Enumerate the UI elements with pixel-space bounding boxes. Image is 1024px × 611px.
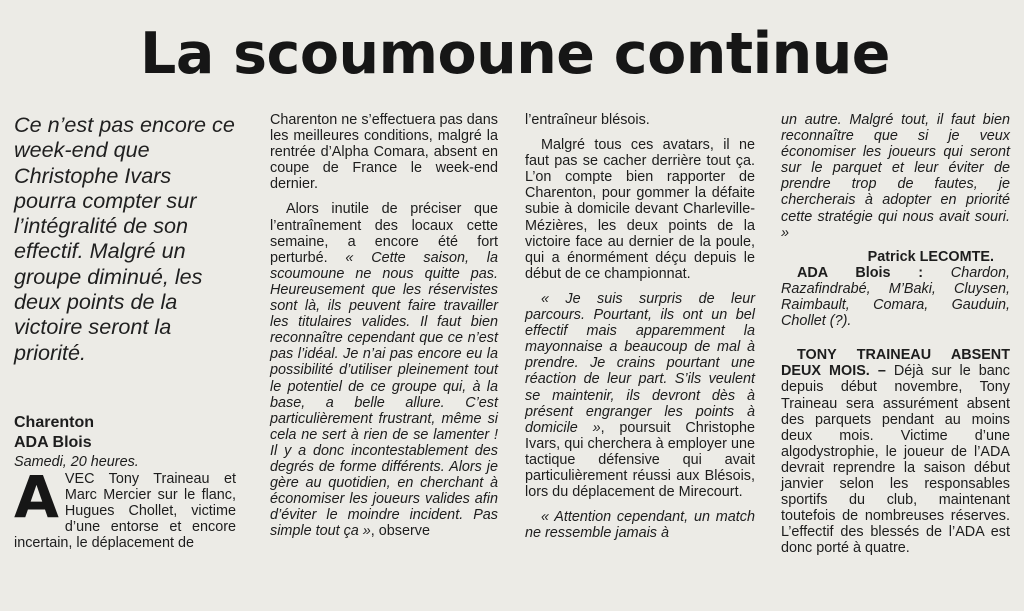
lineup-label: ADA Blois :: [797, 264, 951, 281]
col2-paragraph-1: Charenton ne s’effectuera pas dans les meilleures conditions, malgré la rentrée d’Alpha Comara, absent en coupe de France le week-end dernier.: [270, 112, 498, 193]
match-time: Samedi, 20 heures.: [14, 453, 139, 470]
col3-paragraph-1: Malgré tous ces avatars, il ne faut pas se cacher derrière tout ça. L’on compte bien rapporter de Charenton, pour gommer la défaite subie à domicile devant Charleville-Mézières, les deux points de la victoire face au dernier de la poule, qui a énormément déçu depuis le début de ce championnat.: [525, 137, 755, 282]
col3-p2-end: , poursuit Christophe Ivars, qui cherchera à employer une tactique défensive qui avait particulièrement réussi aux Blésois, lors du déplacement de Mirecourt.: [525, 419, 755, 501]
injury-text: Déjà sur le banc depuis début novembre, Tony Traineau sera assurément absent des parquets pendant au moins deux mois. Victime d’une algodystrophie, le joueur de l’ADA devrait reprendre la saison début janvier selon les responsables sportifs du club, maintenant toutefois de nombreuses réserves. L’effectif des blessés de l’ADA est donc porté à quatre.: [781, 363, 1010, 557]
chapo: Ce n’est pas encore ce week-end que Christophe Ivars pourra compter sur l’intégralité de son effectif. Malgré un groupe diminué, les deux points de la victoire seront la priorité.: [14, 112, 235, 365]
drop-cap: A: [14, 462, 59, 531]
col2-paragraph-2: [270, 201, 498, 539]
col2-p2-start: Alors inutile de préciser que l’entraînement des locaux cette semaine, a encore été fort perturbé.: [270, 201, 498, 266]
lede-text: VEC Tony Traineau et Marc Mercier sur le flanc, Hugues Chollet, victime d’une entorse et encore incertain, le déplacement de: [14, 470, 236, 552]
away-team: ADA Blois: [14, 433, 92, 451]
byline: Patrick LECOMTE.: [867, 248, 994, 265]
col3-paragraph-2: [525, 291, 755, 500]
column-2: [270, 112, 498, 539]
column-4: [781, 112, 1010, 556]
lede-paragraph: [14, 462, 236, 552]
injury-paragraph: [781, 347, 1010, 556]
col3-quote: « Je suis surpris de leur parcours. Pourtant, ils ont un bel effectif mais apparemment la mayonnaise a beaucoup de mal à prendre. Je crains pourtant une réaction de leur part. S’ils veulent se maintenir, ils devront dès à présent engranger les points à domicile »: [525, 290, 755, 436]
column-3: [525, 112, 755, 541]
col3-paragraph-3: « Attention cependant, un match ne ressemble jamais à: [525, 509, 755, 542]
headline: La scoumoune continue: [140, 21, 890, 87]
home-team: Charenton: [14, 413, 94, 431]
col2-quote: « Cette saison, la scoumoune ne nous quitte pas. Heureusement que les réservistes sont là, ils peuvent faire travailler les titulaires valides. Il faut bien reconnaître cependant que ce n’est pas l’idéal. Je n’ai pas encore eu la possibilité d’utiliser pleinement tout le potentiel de ce groupe qui, à la base, a belle allure. C’est particulièrement frustrant, même si cela ne sert à rien de se lamenter ! Il y a donc incontestablement des degrés de forme différents. Alors je gère au quotidien, en cherchant à économiser les joueurs valides afin d’éviter le moindre incident. Pas simple tout ça »: [270, 249, 498, 540]
injury-subhead: TONY TRAINEAU ABSENT DEUX MOIS. –: [781, 347, 1010, 380]
column-1: [14, 112, 236, 551]
col3-paragraph-0: l’entraîneur blésois.: [525, 112, 650, 128]
lineup: [781, 265, 1010, 329]
col2-p2-end: , observe: [370, 523, 430, 540]
col4-quote: un autre. Malgré tout, il faut bien reconnaître que si je veux économiser les joueurs qui seront sur le parquet et leur éviter de prendre trop de fautes, je chercherais à adopter en priorité cette stratégie qui nous avait souri. »: [781, 112, 1010, 241]
lineup-players: Chardon, Razafindrabé, M’Baki, Cluysen, Raimbault, Comara, Gauduin, Chollet (?).: [781, 264, 1010, 330]
